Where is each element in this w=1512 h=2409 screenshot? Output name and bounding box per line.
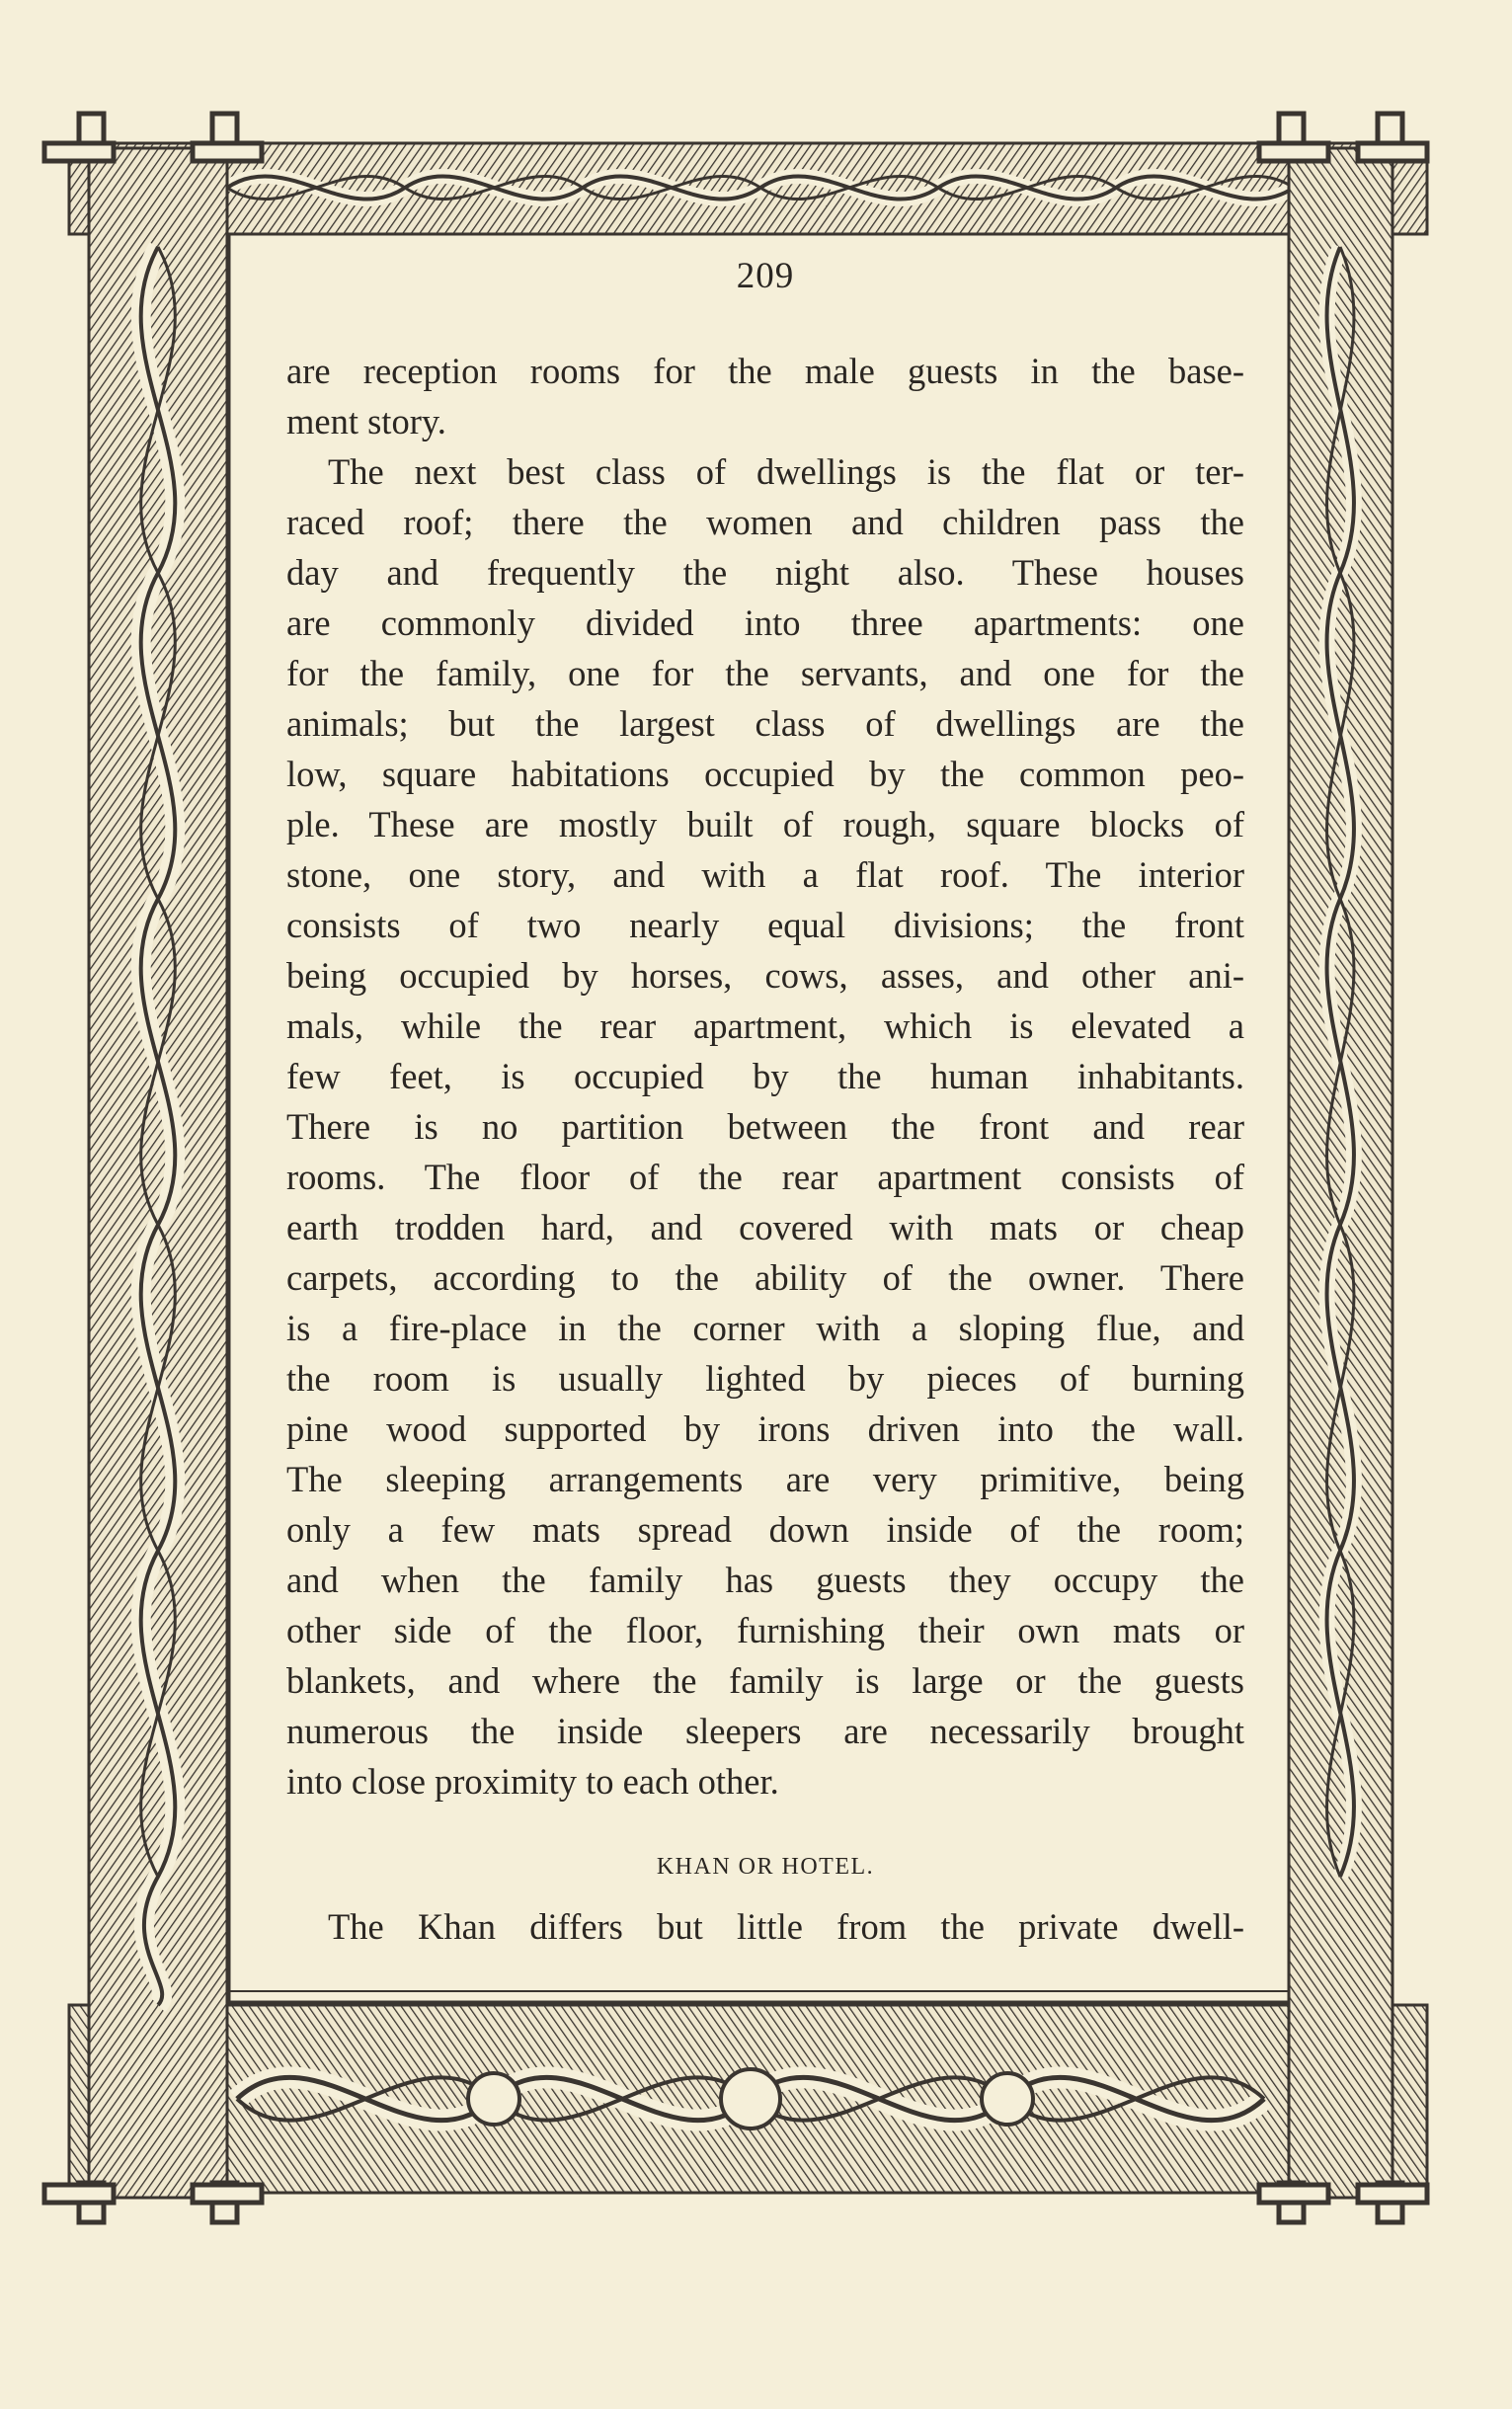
right-border-band bbox=[1289, 148, 1393, 2198]
text-line: only a few mats spread down inside of the room; bbox=[286, 1509, 1244, 1550]
text-line: raced roof; there the women and children pass the bbox=[286, 502, 1244, 542]
text-line: earth trodden hard, and covered with mats or cheap bbox=[286, 1207, 1244, 1247]
text-line: day and frequently the night also. These houses bbox=[286, 552, 1244, 593]
text-line: The next best class of dwellings is the flat or ter- bbox=[328, 451, 1244, 492]
page-number: 209 bbox=[736, 256, 795, 296]
text-line: There is no partition between the front and rear bbox=[286, 1106, 1244, 1147]
left-border-band bbox=[89, 148, 227, 2198]
text-line: the room is usually lighted by pieces of burning bbox=[286, 1358, 1244, 1399]
text-line: blankets, and where the family is large or the guests bbox=[286, 1660, 1244, 1701]
text-line: is a fire-place in the corner with a sloping flue, and bbox=[286, 1308, 1244, 1348]
text-line: animals; but the largest class of dwellings are the bbox=[286, 703, 1244, 744]
text-line: ment story. bbox=[286, 401, 446, 442]
paragraph-1 bbox=[286, 346, 1244, 446]
text-line: The sleeping arrangements are very primitive, being bbox=[286, 1459, 1244, 1499]
text-line: carpets, according to the ability of the owner. There bbox=[286, 1257, 1244, 1298]
text-line: numerous the inside sleepers are necessarily brought bbox=[286, 1711, 1244, 1751]
text-line: other side of the floor, furnishing their own mats or bbox=[286, 1610, 1244, 1650]
page-text-area bbox=[286, 252, 1244, 1961]
text-line: rooms. The floor of the rear apartment consists of bbox=[286, 1157, 1244, 1197]
text-line: consists of two nearly equal divisions; the front bbox=[286, 905, 1244, 945]
text-line: mals, while the rear apartment, which is elevated a bbox=[286, 1005, 1244, 1046]
text-line: few feet, is occupied by the human inhabitants. bbox=[286, 1056, 1244, 1096]
text-line: stone, one story, and with a flat roof. The interior bbox=[286, 854, 1244, 895]
text-line: are reception rooms for the male guests in the base- bbox=[286, 351, 1244, 391]
text-line: and when the family has guests they occupy the bbox=[286, 1560, 1244, 1600]
paragraph-2 bbox=[286, 446, 1244, 1807]
top-border-band bbox=[69, 143, 1427, 234]
section-first-line: The Khan differs but little from the private dwell- bbox=[328, 1906, 1244, 1947]
bottom-border-band bbox=[69, 2005, 1427, 2193]
text-line: for the family, one for the servants, and one for the bbox=[286, 653, 1244, 693]
text-line: into close proximity to each other. bbox=[286, 1761, 779, 1802]
text-line: are commonly divided into three apartments: one bbox=[286, 602, 1244, 643]
text-line: low, square habitations occupied by the common peo- bbox=[286, 754, 1244, 794]
text-line: pine wood supported by irons driven into the wall. bbox=[286, 1408, 1244, 1449]
section-heading: KHAN OR HOTEL. bbox=[656, 1854, 875, 1880]
text-line: being occupied by horses, cows, asses, and other ani- bbox=[286, 955, 1244, 996]
text-line: ple. These are mostly built of rough, square blocks of bbox=[286, 804, 1244, 844]
body-text bbox=[286, 346, 1244, 1807]
